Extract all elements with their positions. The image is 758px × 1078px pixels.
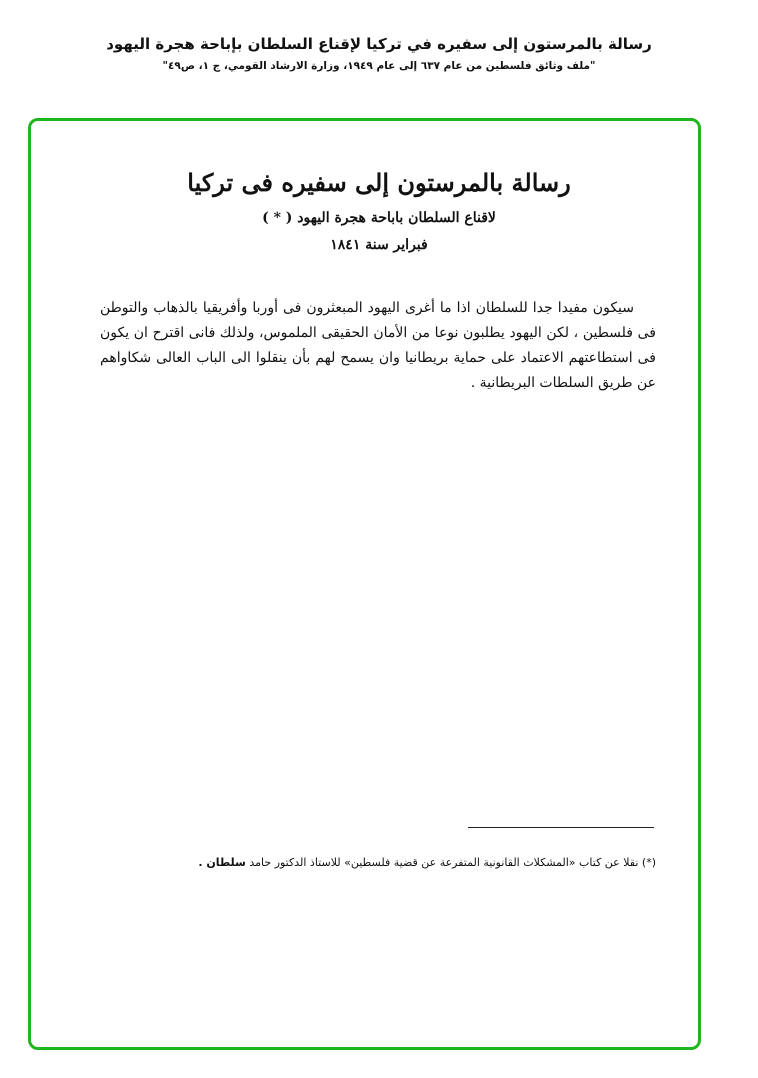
body-paragraph: سيكون مفيدا جدا للسلطان اذا ما أغرى اليهود المبعثرون فى أوربا وأفريقيا بالذهاب والتوطن فى فلسطين ، لكن اليهود يطلبون نوعا من الأمان الحقيقى الملموس، ولذلك فانى اقترح ان يكون فى استطاعتهم الاعتماد على حماية بريطانيا وان يسمح لهم بأن ينقلوا الى الباب العالى شكاواهم عن طريق السلطات البريطانية . [100, 300, 656, 391]
document-subtitle: لاقناع السلطان باباحة هجرة اليهود ( * ) [262, 210, 496, 226]
header-title: رسالة بالمرستون إلى سفيره في تركيا لإقناع السلطان بإباحة هجرة اليهود [106, 35, 652, 53]
document-body [100, 296, 656, 396]
header-source: "ملف وثائق فلسطين من عام ٦٣٧ إلى عام ١٩٤٩، وزارة الارشاد القومي، ج ١، ص٤٩" [162, 60, 596, 72]
document-title: رسالة بالمرستون إلى سفيره فى تركيا [187, 168, 571, 197]
document-frame [28, 118, 701, 1050]
footnote-text: (*) نقلا عن كتاب «المشكلات القانونية المتفرعة عن قضية فلسطين» للاستاذ الدكتور حامد [249, 856, 656, 869]
footnote-divider [468, 827, 654, 828]
footnote-end: سلطان . [198, 856, 246, 869]
document-date: فبراير سنة ١٨٤١ [330, 237, 428, 253]
footnote [108, 852, 656, 873]
